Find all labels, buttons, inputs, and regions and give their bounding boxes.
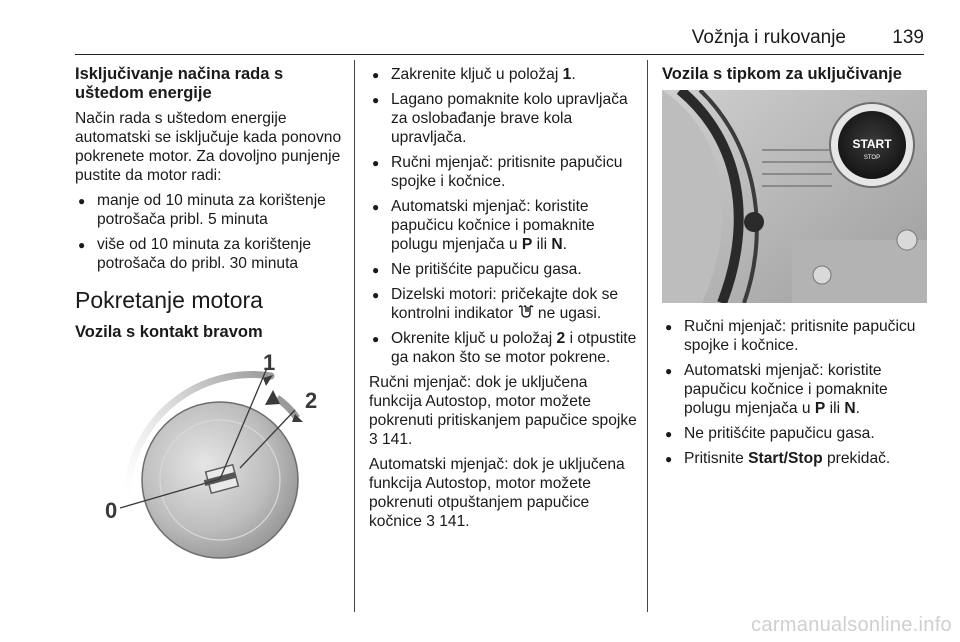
column-right: [662, 65, 927, 474]
eco-list: [75, 191, 345, 273]
list-item: manje od 10 minuta za korištenje potrošača pribl. 5 minuta: [97, 192, 326, 228]
svg-text:START: START: [852, 137, 892, 151]
ignition-key-figure: [75, 348, 345, 563]
manual-autostop-paragraph: Ručni mjenjač: dok je uključena funkcija Autostop, motor možete pokrenuti pritiskanjem papučice spojke 3 141.: [369, 374, 637, 448]
eco-heading: Isključivanje načina rada s uštedom energije: [75, 65, 284, 102]
list-item: Automatski mjenjač: koristite papučicu kočnice i pomaknite polugu mjenjača u P ili N.: [391, 198, 595, 253]
column-middle: [369, 65, 639, 537]
list-item: Ručni mjenjač: pritisnite papučicu spojke i kočnice.: [684, 318, 916, 354]
page-reference-link[interactable]: 3 141.: [369, 431, 413, 448]
position-2-label: 2: [305, 388, 318, 413]
list-item: Lagano pomaknite kolo upravljača za oslobađanje brave kola upravljača.: [391, 91, 628, 146]
list-item: Okrenite ključ u položaj 2 i otpustite ga nakon što se motor pokrene.: [391, 330, 637, 366]
automatic-autostop-paragraph: Automatski mjenjač: dok je uključena funkcija Autostop, motor možete pokrenuti otpuštanjem papučice kočnice 3 141.: [369, 456, 625, 530]
column-divider: [647, 60, 648, 612]
list-item: Ručni mjenjač: pritisnite papučicu spojke i kočnice.: [391, 154, 623, 190]
start-steps-list: [369, 65, 639, 367]
page-reference-link[interactable]: 3 141.: [426, 513, 470, 530]
list-item: Pritisnite Start/Stop prekidač.: [684, 450, 891, 467]
page-header: [75, 24, 924, 55]
list-item: više od 10 minuta za korištenje potrošača do pribl. 30 minuta: [97, 236, 312, 272]
page-number: 139: [892, 27, 924, 48]
start-heading: Pokretanje motora: [75, 287, 263, 313]
watermark: carmanualsonline.info: [751, 614, 952, 636]
eco-paragraph: Način rada s uštedom energije automatski se isključuje kada ponovno pokrenete motor. Za dovoljno punjenje pustite da motor radi:: [75, 110, 342, 184]
column-left: [75, 65, 345, 563]
position-1-label: 1: [263, 350, 276, 375]
list-item: Ne pritišćite papučicu gasa.: [391, 261, 582, 278]
svg-text:STOP: STOP: [863, 155, 881, 161]
list-item: Automatski mjenjač: koristite papučicu kočnice i pomaknite polugu mjenjača u P ili N.: [684, 362, 888, 417]
column-divider: [354, 60, 355, 612]
list-item: Dizelski motori: pričekajte dok se kontrolni indikator ne ugasi.: [391, 286, 619, 322]
section-title: Vožnja i rukovanje: [691, 27, 846, 48]
key-subheading: Vozila s kontakt bravom: [75, 323, 263, 341]
glow-plug-icon: [518, 305, 534, 319]
start-stop-button-figure: [662, 90, 927, 303]
position-0-label: 0: [105, 498, 118, 523]
start-button-heading: Vozila s tipkom za uključivanje: [662, 65, 902, 83]
start-button-steps-list: [662, 317, 927, 468]
list-item: Ne pritišćite papučicu gasa.: [684, 425, 875, 442]
list-item: Zakrenite ključ u položaj 1.: [391, 66, 576, 83]
